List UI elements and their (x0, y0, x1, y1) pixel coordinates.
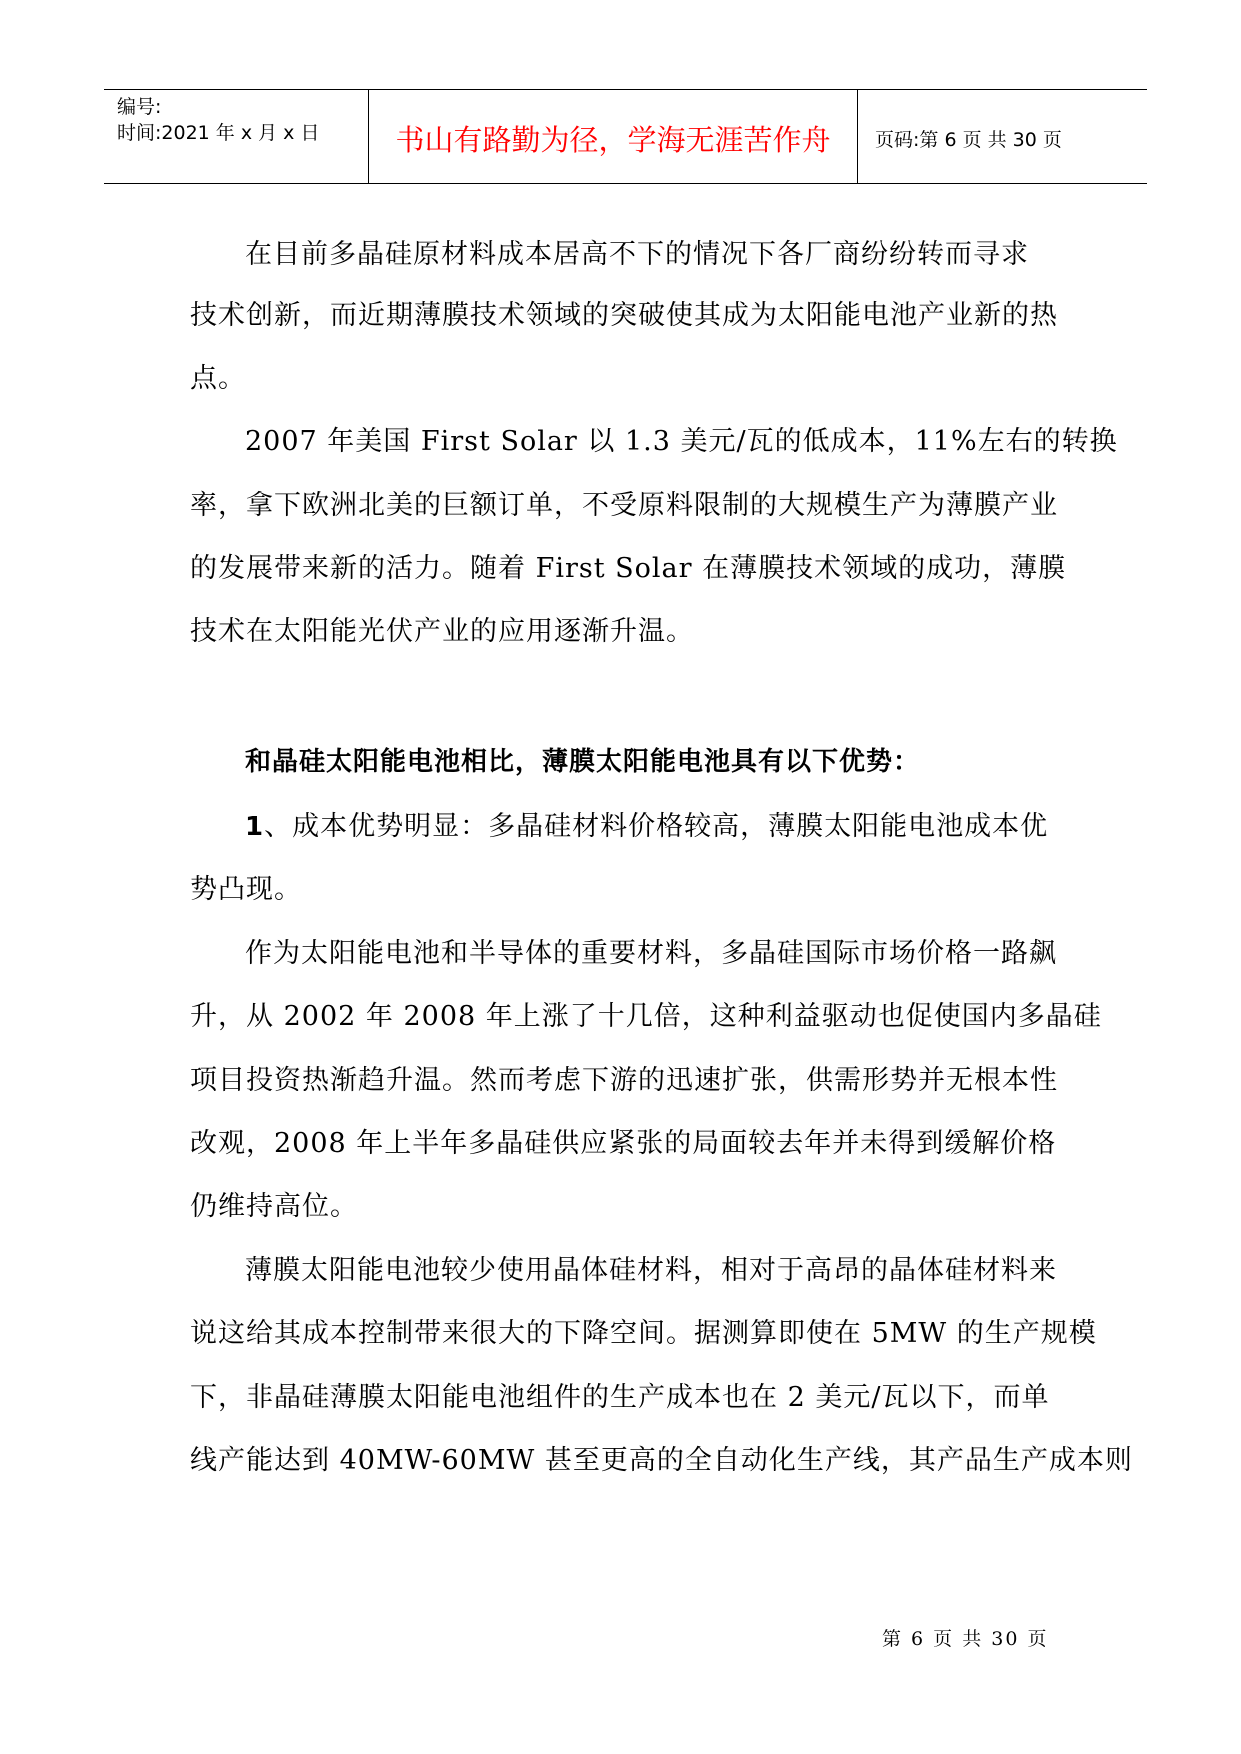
document-number-label: 编号: (117, 96, 162, 118)
paragraph-2-line-4: 技术在太阳能光伏产业的应用逐渐升温。 (190, 616, 694, 647)
document-time-label: 时间:2021 年 x 月 x 日 (117, 122, 320, 144)
header-table (104, 89, 1147, 184)
paragraph-6-line-3: 下，非晶硅薄膜太阳能电池组件的生产成本也在 2 美元/瓦以下，而单 (190, 1382, 1050, 1413)
header-left-cell (104, 90, 368, 183)
header-right-cell (858, 90, 1147, 183)
paragraph-6-line-4: 线产能达到 40MW-60MW 甚至更高的全自动化生产线，其产品生产成本则 (190, 1445, 1133, 1476)
header-page-code: 页码:第 6 页 共 30 页 (875, 129, 1062, 151)
item-1-number: 1 (245, 812, 265, 842)
paragraph-5-line-3: 项目投资热渐趋升温。然而考虑下游的迅速扩张，供需形势并无根本性 (190, 1065, 1058, 1096)
paragraph-1-line-1: 在目前多晶硅原材料成本居高不下的情况下各厂商纷纷转而寻求 (245, 239, 1029, 270)
paragraph-2-line-3: 的发展带来新的活力。随着 First Solar 在薄膜技术领域的成功，薄膜 (190, 553, 1067, 584)
paragraph-5-line-1: 作为太阳能电池和半导体的重要材料，多晶硅国际市场价格一路飙 (245, 938, 1057, 969)
paragraph-2-line-1: 2007 年美国 First Solar 以 1.3 美元/瓦的低成本，11%左右的转换 (245, 426, 1118, 457)
paragraph-1-line-3: 点。 (190, 363, 246, 394)
footer-page-info: 第 6 页 共 30 页 (882, 1628, 1049, 1650)
header-motto-cell (368, 90, 858, 183)
section-heading: 和晶硅太阳能电池相比，薄膜太阳能电池具有以下优势： (245, 747, 921, 777)
paragraph-2-line-2: 率，拿下欧洲北美的巨额订单，不受原料限制的大规模生产为薄膜产业 (190, 490, 1058, 521)
item-1-text: 、成本优势明显：多晶硅材料价格较高，薄膜太阳能电池成本优 (264, 811, 1049, 842)
paragraph-1-line-2: 技术创新，而近期薄膜技术领域的突破使其成为太阳能电池产业新的热 (190, 300, 1058, 331)
item-1-line-1 (245, 804, 1145, 843)
header-motto: 书山有路勤为径，学海无涯苦作舟 (395, 123, 831, 157)
paragraph-5-line-4: 改观，2008 年上半年多晶硅供应紧张的局面较去年并未得到缓解价格 (190, 1128, 1057, 1159)
paragraph-6-line-2: 说这给其成本控制带来很大的下降空间。据测算即使在 5MW 的生产规模 (190, 1318, 1097, 1349)
paragraph-5-line-2: 升，从 2002 年 2008 年上涨了十几倍，这种利益驱动也促使国内多晶硅 (190, 1001, 1102, 1032)
item-1-line-2: 势凸现。 (190, 874, 302, 905)
paragraph-6-line-1: 薄膜太阳能电池较少使用晶体硅材料，相对于高昂的晶体硅材料来 (245, 1255, 1057, 1286)
paragraph-5-line-5: 仍维持高位。 (190, 1191, 358, 1222)
